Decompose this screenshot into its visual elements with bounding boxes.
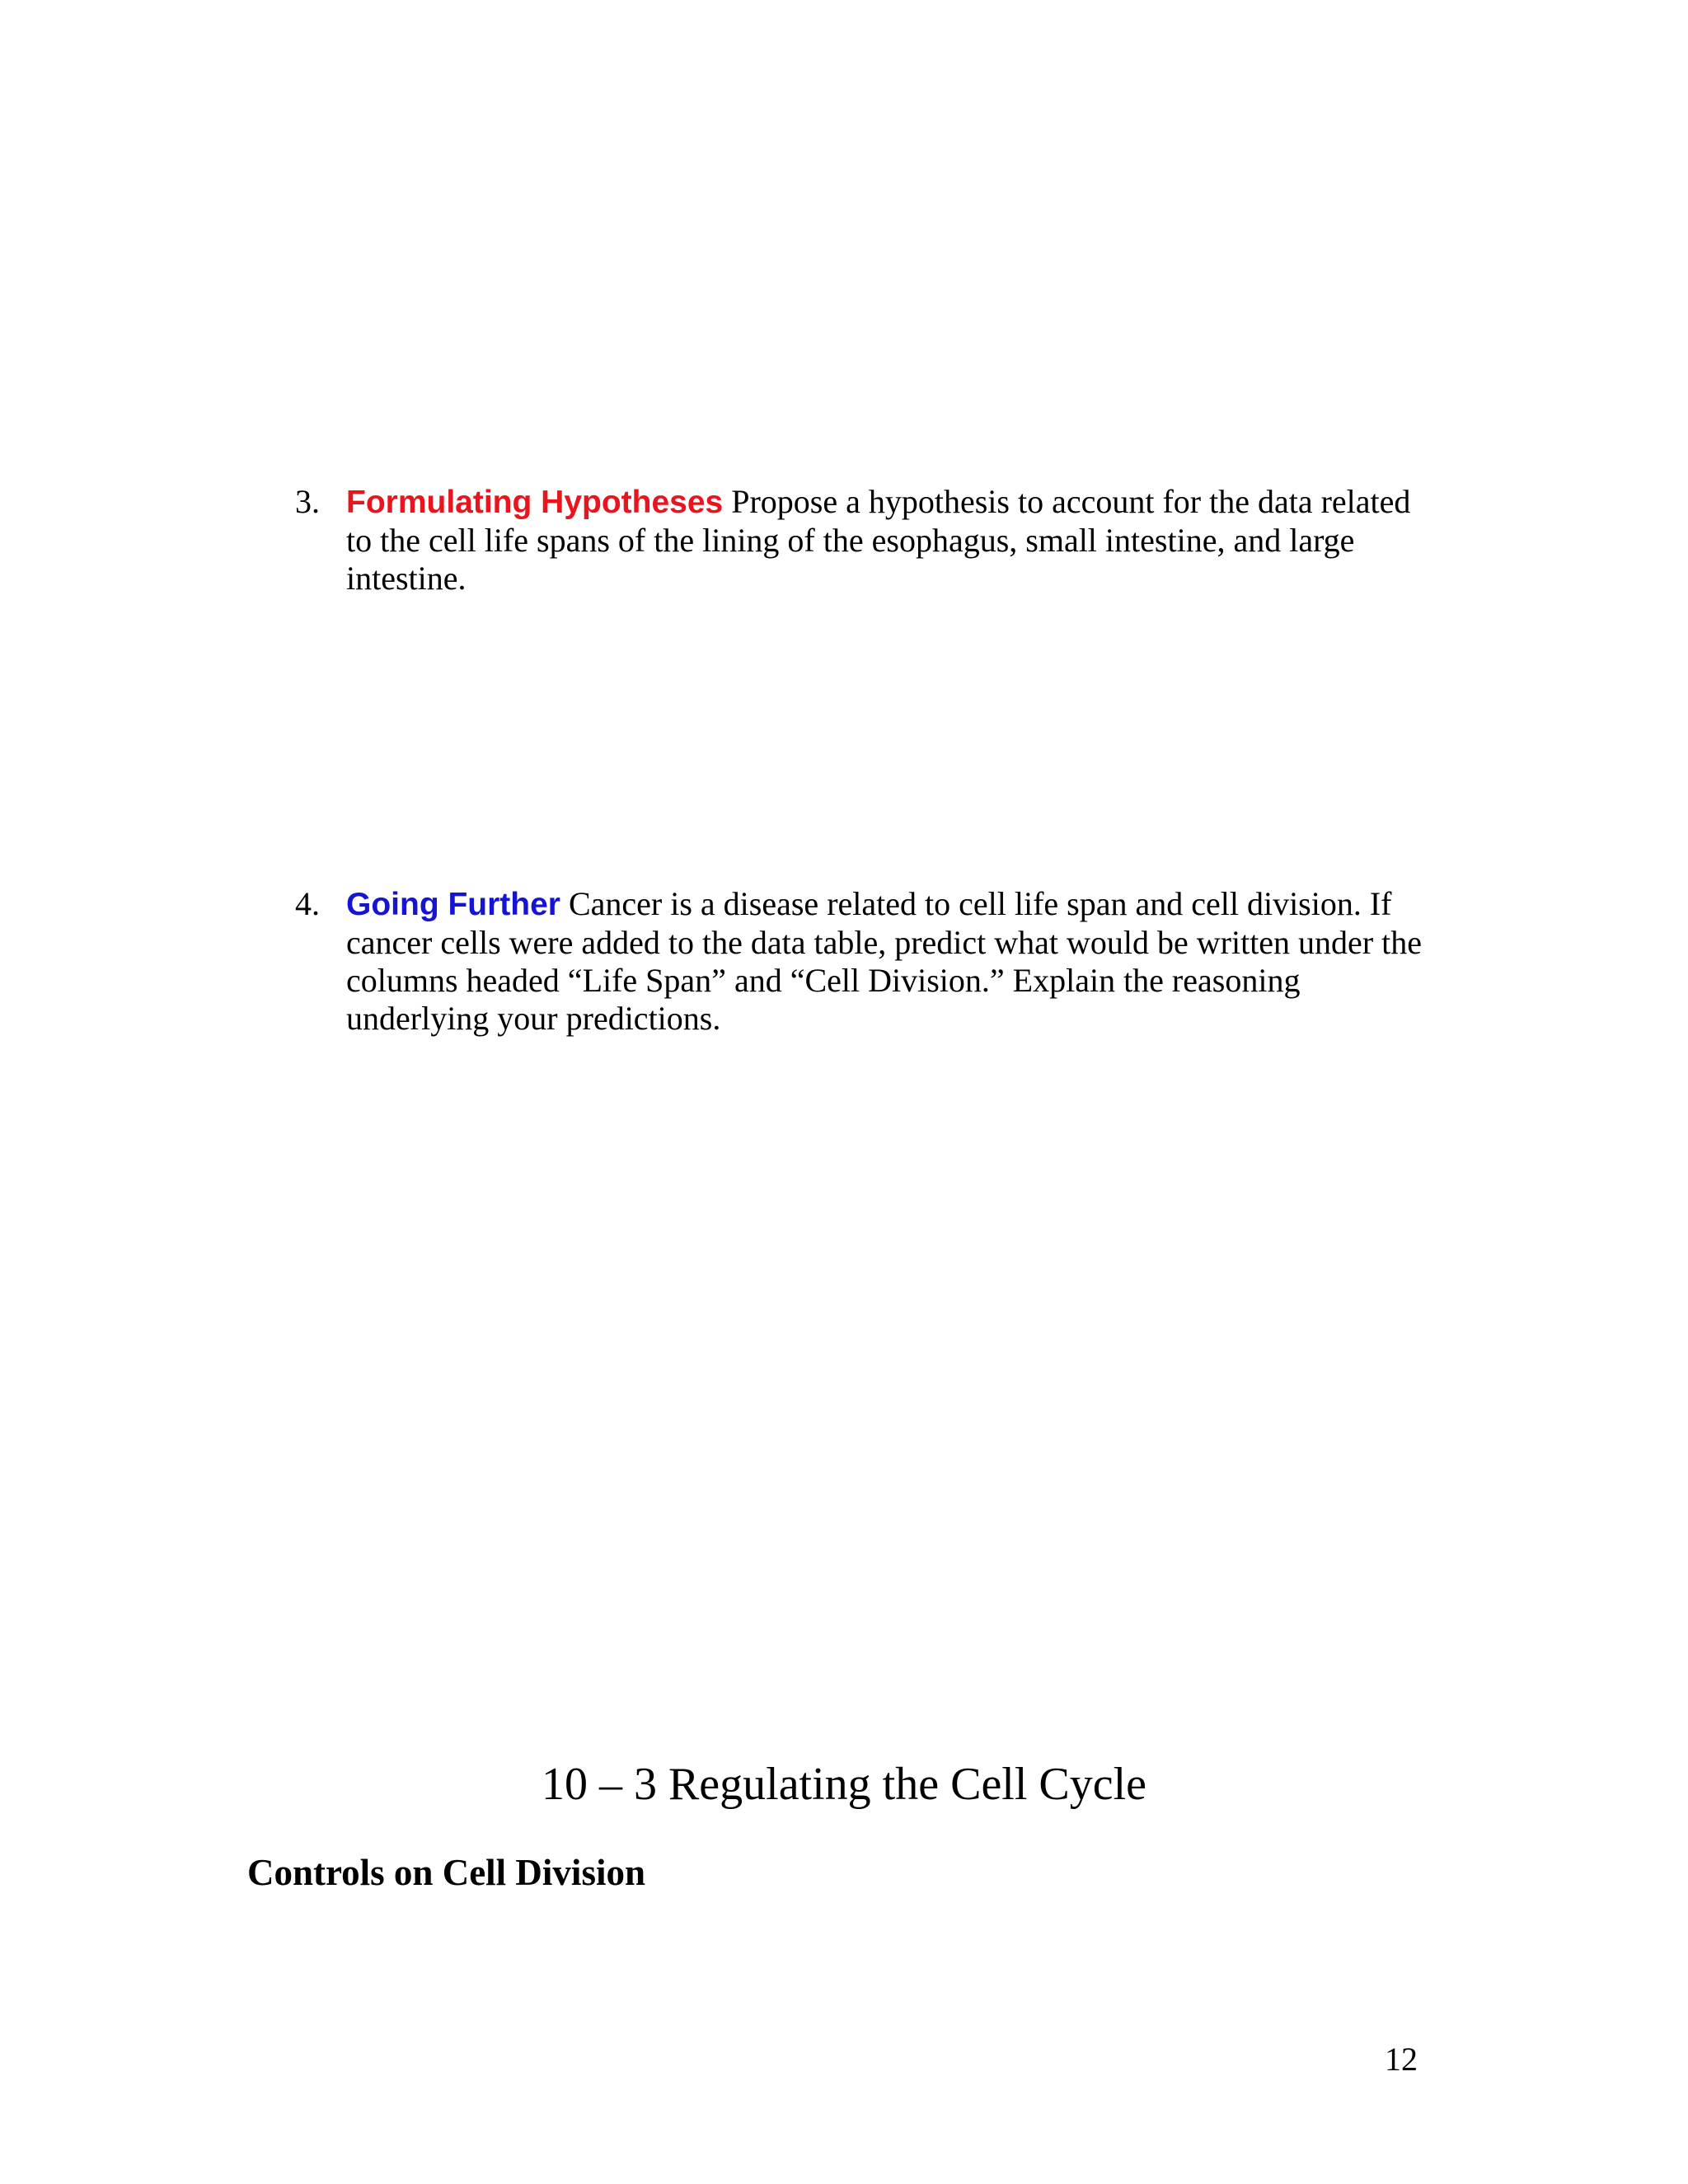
page-number: 12 (1385, 2041, 1418, 2078)
question-4 (295, 885, 1432, 1038)
question-number: 4. (295, 885, 320, 922)
question-label: Formulating Hypotheses (346, 485, 724, 520)
question-text: Propose a hypothesis to account for the data related to the cell life spans of the lining of the esophagus, small intestine, and large intestine. (346, 483, 1411, 597)
question-body (346, 885, 1432, 1038)
question-3 (295, 483, 1432, 598)
question-text: Cancer is a disease related to cell life span and cell division. If cancer cells were added to the data table, predict what would be written under the columns headed “Life Span” and “Cell Division.” Explain the reasoning underlying your predictions. (346, 885, 1422, 1037)
section-title: 10 – 3 Regulating the Cell Cycle (541, 1759, 1147, 1810)
question-number: 3. (295, 483, 320, 520)
question-label: Going Further (346, 887, 560, 922)
question-body (346, 483, 1432, 598)
section-subheading: Controls on Cell Division (247, 1852, 645, 1893)
